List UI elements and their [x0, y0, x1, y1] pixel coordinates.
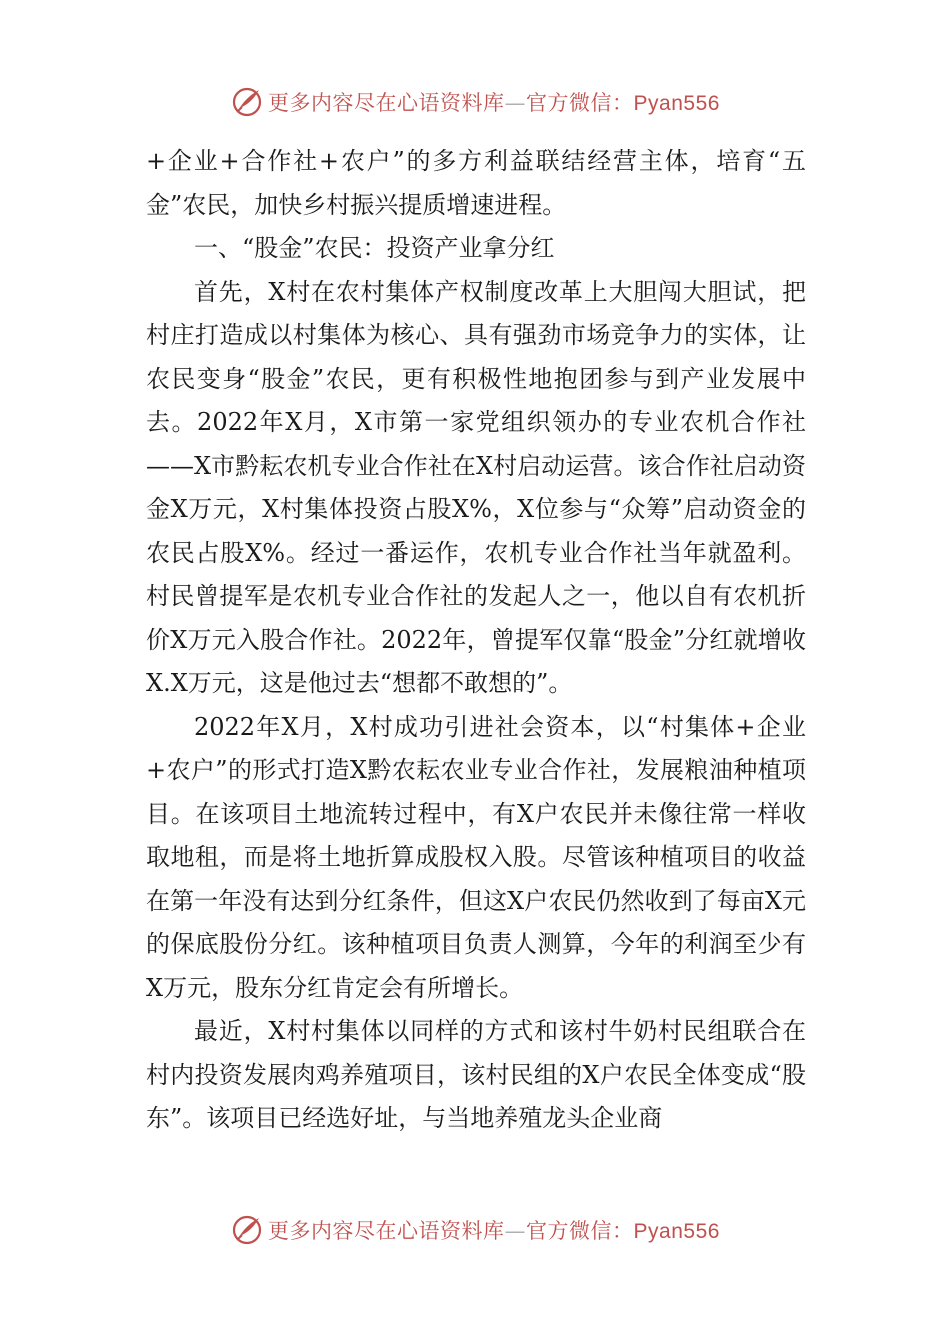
paragraph: 首先，X村在农村集体产权制度改革上大胆闯大胆试，把村庄打造成以村集体为核心、具有强劲市场竞争力的实体，让农民变身“股金”农民，更有积极性地抱团参与到产业发展中去。2022年X月，X市第一家党组织领办的专业农机合作社——X市黔耘农机专业合作社在X村启动运营。该合作社启动资金X万元，X村集体投资占股X%，X位参与“众筹”启动资金的农民占股X%。经过一番运作，农机专业合作社当年就盈利。村民曾提军是农机专业合作社的发起人之一，他以自有农机折价X万元入股合作社。2022年，曾提军仅靠“股金”分红就增收X.X万元，这是他过去“想都不敢想的”。 — [146, 277, 806, 697]
document-body — [146, 140, 806, 1141]
watermark-brand: 更多内容尽在心语资料库 — [268, 1219, 505, 1243]
section-heading: 一、“股金”农民：投资产业拿分红 — [194, 234, 555, 262]
watermark-dash: — — [504, 1219, 527, 1243]
watermark-wechat-label: 官方微信： — [526, 91, 634, 115]
header-watermark — [0, 82, 950, 122]
quill-logo-icon — [230, 85, 264, 119]
watermark-wechat-label: 官方微信： — [526, 1219, 634, 1243]
watermark-wechat-id: Pyan556 — [633, 92, 720, 115]
quill-logo-icon — [230, 1213, 264, 1247]
watermark-brand: 更多内容尽在心语资料库 — [268, 91, 505, 115]
paragraph: 最近，X村村集体以同样的方式和该村牛奶村民组联合在村内投资发展肉鸡养殖项目，该村民组的X户农民全体变成“股东”。该项目已经选好址，与当地养殖龙头企业商 — [146, 1017, 806, 1132]
paragraph: 2022年X月，X村成功引进社会资本，以“村集体+企业+农户”的形式打造X黔农耘农业专业合作社，发展粮油种植项目。在该项目土地流转过程中，有X户农民并未像往常一样收取地租，而是将土地折算成股权入股。尽管该种植项目的收益在第一年没有达到分红条件，但这X户农民仍然收到了每亩X元的保底股份分红。该种植项目负责人测算，今年的利润至少有X万元，股东分红肯定会有所增长。 — [146, 712, 806, 1002]
watermark-dash: — — [504, 91, 527, 115]
watermark-wechat-id: Pyan556 — [633, 1220, 720, 1243]
paragraph-continued: +企业+合作社+农户”的多方利益联结经营主体，培育“五金”农民，加快乡村振兴提质增速进程。 — [146, 147, 806, 219]
footer-watermark — [0, 1210, 950, 1250]
